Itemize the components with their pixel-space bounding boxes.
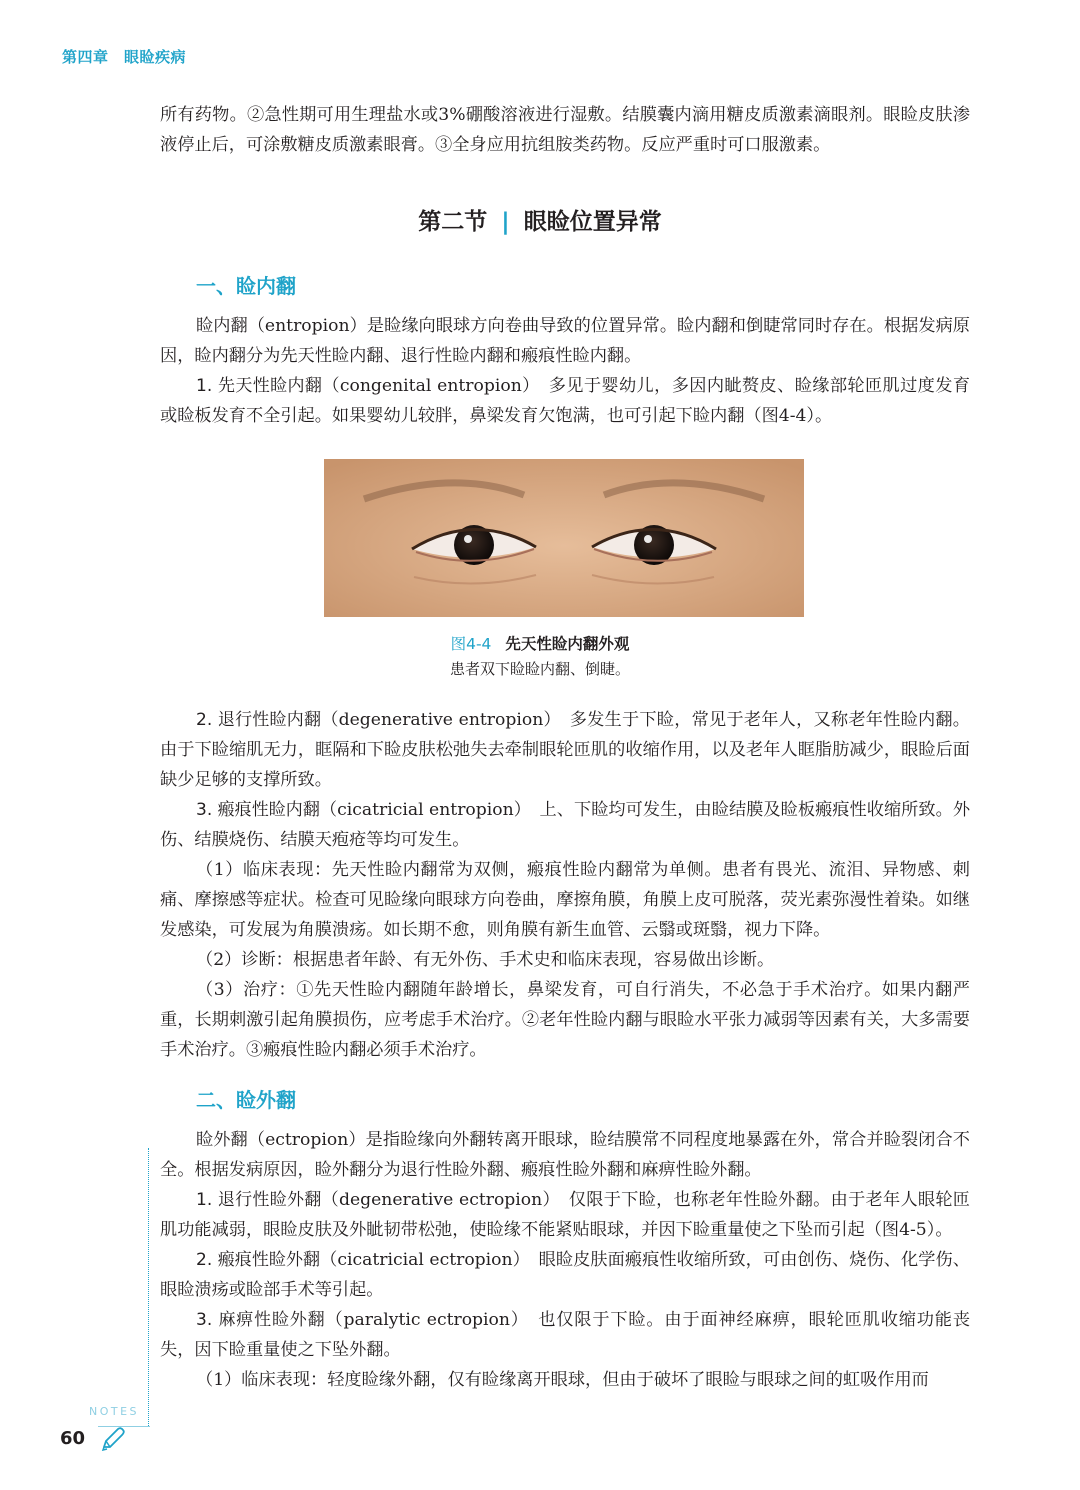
notes-margin-rail [148, 1148, 149, 1426]
ectropion-cicatricial-text: （cicatricial ectropion） 眼睑皮肤面瘢痕性收缩所致，可由创伤、烧伤、化学伤、眼睑溃疡或睑部手术等引起。 [160, 1250, 970, 1300]
ectropion-degenerative [160, 1185, 970, 1245]
cicatricial-lead: 3. 瘢痕性睑内翻 [196, 800, 320, 820]
figure-eyes-photo [324, 459, 804, 617]
ectropion-cicatricial [160, 1245, 970, 1305]
ectropion-clinical: （1）临床表现：轻度睑缘外翻，仅有睑缘离开眼球，但由于破坏了眼睑与眼球之间的虹吸作用而 [196, 1370, 929, 1390]
entropion-congenital [160, 371, 970, 431]
cicatricial-text: （cicatricial entropion） 上、下睑均可发生，由睑结膜及睑板瘢痕性收缩所致。外伤、结膜烧伤、结膜天疱疮等均可发生。 [160, 800, 971, 850]
entropion-block-2 [160, 705, 970, 1065]
notes-label: NOTES [89, 1405, 140, 1418]
intro-block [160, 100, 970, 160]
ectropion-degenerative-text: （degenerative ectropion） 仅限于下睑，也称老年性睑外翻。由于老年人眼轮匝肌功能减弱，眼睑皮肤及外眦韧带松弛，使睑缘不能紧贴眼球，并因下睑重量使之下坠而引起（图4-5）。 [160, 1190, 970, 1240]
figure-number: 图4-4 [450, 635, 492, 653]
degenerative-text: （degenerative entropion） 多发生于下睑，常见于老年人，又称老年性睑内翻。由于下睑缩肌无力，眶隔和下睑皮肤松弛失去牵制眼轮匝肌的收缩作用，以及老年人眶脂肪减少，眼睑后面缺少足够的支撑所致。 [160, 710, 970, 790]
congenital-text: （congenital entropion） 多见于婴幼儿，多因内眦赘皮、睑缘部轮匝肌过度发育或睑板发育不全引起。如果婴幼儿较胖，鼻梁发育欠饱满，也可引起下睑内翻（图4-4）。 [160, 376, 971, 426]
degenerative-lead: 2. 退行性睑内翻 [196, 710, 322, 730]
congenital-lead: 1. 先天性睑内翻 [196, 376, 323, 396]
entropion-degenerative [160, 705, 970, 795]
section-number: 第二节 [418, 209, 488, 235]
ectropion-paralytic-text: （paralytic ectropion） 也仅限于下睑。由于面神经麻痹，眼轮匝肌收缩功能丧失，因下睑重量使之下坠外翻。 [160, 1310, 971, 1360]
entropion-cicatricial [160, 795, 970, 855]
figure-note: 患者双下睑睑内翻、倒睫。 [449, 660, 630, 678]
entropion-block-1 [160, 311, 970, 431]
section-divider: | [501, 209, 510, 235]
heading-entropion: 一、睑内翻 [196, 274, 296, 298]
ectropion-cicatricial-lead: 2. 瘢痕性睑外翻 [196, 1250, 321, 1270]
section-title [0, 203, 1080, 236]
section-name: 眼睑位置异常 [523, 209, 662, 235]
entropion-clinical: （1）临床表现：先天性睑内翻常为双侧，瘢痕性睑内翻常为单侧。患者有畏光、流泪、异物感、刺痛、摩擦感等症状。检查可见睑缘向眼球方向卷曲，摩擦角膜，角膜上皮可脱落，荧光素弥漫性着染。如继发感染，可发展为角膜溃疡。如长期不愈，则角膜有新生血管、云翳或斑翳，视力下降。 [160, 860, 970, 940]
heading-ectropion: 二、睑外翻 [196, 1088, 296, 1112]
intro-paragraph: 所有药物。②急性期可用生理盐水或3%硼酸溶液进行湿敷。结膜囊内滴用糖皮质激素滴眼剂。眼睑皮肤渗液停止后，可涂敷糖皮质激素眼膏。③全身应用抗组胺类药物。反应严重时可口服激素。 [160, 105, 970, 155]
running-head: 第四章 眼睑疾病 [62, 48, 187, 66]
pencil-icon [100, 1427, 126, 1451]
ectropion-intro: 睑外翻（ectropion）是指睑缘向外翻转离开眼球，睑结膜常不同程度地暴露在外，常合并睑裂闭合不全。根据发病原因，睑外翻分为退行性睑外翻、瘢痕性睑外翻和麻痹性睑外翻。 [160, 1130, 970, 1180]
ectropion-paralytic [160, 1305, 970, 1365]
ectropion-block [160, 1125, 970, 1395]
entropion-diagnosis: （2）诊断：根据患者年龄、有无外伤、手术史和临床表现，容易做出诊断。 [196, 950, 775, 970]
entropion-intro: 睑内翻（entropion）是睑缘向眼球方向卷曲导致的位置异常。睑内翻和倒睫常同时存在。根据发病原因，睑内翻分为先天性睑内翻、退行性睑内翻和瘢痕性睑内翻。 [160, 316, 970, 366]
figure-title: 先天性睑内翻外观 [505, 635, 630, 653]
eyes-illustration [324, 459, 804, 617]
ectropion-degenerative-lead: 1. 退行性睑外翻 [196, 1190, 322, 1210]
entropion-treatment: （3）治疗：①先天性睑内翻随年龄增长，鼻梁发育，可自行消失，不必急于手术治疗。如果内翻严重，长期刺激引起角膜损伤，应考虑手术治疗。②老年性睑内翻与眼睑水平张力减弱等因素有关，大多需要手术治疗。③瘢痕性睑内翻必须手术治疗。 [160, 980, 970, 1060]
page-number: 60 [60, 1428, 86, 1449]
ectropion-paralytic-lead: 3. 麻痹性睑外翻 [196, 1310, 326, 1330]
figure-caption [0, 632, 1080, 654]
